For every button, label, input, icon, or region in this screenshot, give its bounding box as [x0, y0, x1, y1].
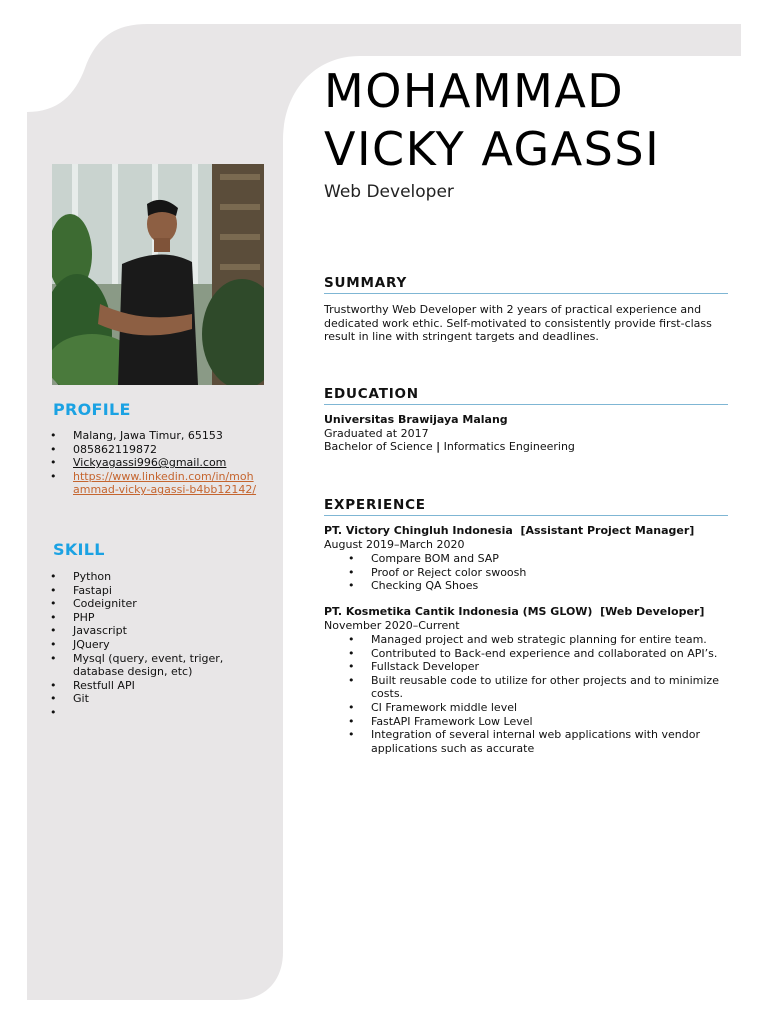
profile-address: • Malang, Jawa Timur, 65153: [50, 429, 265, 443]
duty-item: • Contributed to Back-end experience and collaborated on API’s.: [348, 647, 720, 661]
skill-item: • Restfull API: [50, 679, 245, 693]
duty-item: • Proof or Reject color swoosh: [348, 566, 720, 580]
job-1-duties: [348, 552, 720, 593]
skill-item: • JQuery: [50, 638, 245, 652]
skill-item: • PHP: [50, 611, 245, 625]
summary-heading: SUMMARY: [324, 275, 408, 291]
duty-item: • CI Framework middle level: [348, 701, 720, 715]
education-block: [324, 413, 575, 454]
education-school: Universitas Brawijaya Malang: [324, 413, 508, 426]
skill-item: • Git: [50, 692, 245, 706]
profile-heading: PROFILE: [53, 400, 131, 419]
education-degree: Bachelor of Science: [324, 440, 433, 454]
job-1-header: [324, 524, 694, 551]
summary-text: Trustworthy Web Developer with 2 years of practical experience and dedicated work ethic. Self-motivated to consistently provide first-class result in line with stringent targets and deadlines.: [324, 303, 712, 344]
skill-item: • Python: [50, 570, 245, 584]
education-graduated: Graduated at 2017: [324, 426, 429, 440]
skill-list: [50, 570, 245, 720]
profile-list: [50, 429, 265, 497]
skill-item: • Mysql (query, event, triger, database design, etc): [50, 652, 245, 679]
duty-item: • Compare BOM and SAP: [348, 552, 720, 566]
job-2-title: PT. Kosmetika Cantik Indonesia (MS GLOW) [Web Developer]: [324, 605, 705, 618]
duty-item: • Built reusable code to utilize for other projects and to minimize costs.: [348, 674, 720, 701]
linkedin-line1[interactable]: https://www.linkedin.com/in/moh: [73, 469, 254, 483]
job-2-header: [324, 605, 704, 632]
skill-item: • Fastapi: [50, 584, 245, 598]
job-2-duties: [348, 633, 720, 755]
education-major: Informatics Engineering: [443, 440, 575, 454]
education-divider: [324, 404, 728, 405]
skill-item: • Javascript: [50, 624, 245, 638]
skill-item: • Codeigniter: [50, 597, 245, 611]
profile-photo: [52, 164, 264, 385]
profile-email[interactable]: [50, 456, 265, 470]
full-name: [324, 62, 660, 178]
experience-divider: [324, 515, 728, 516]
summary-divider: [324, 293, 728, 294]
job-1-period: August 2019–March 2020: [324, 537, 465, 551]
education-degree-line: [324, 440, 575, 454]
name-line-2: VICKY AGASSI: [324, 122, 661, 176]
education-separator: |: [436, 440, 441, 454]
job-2-period: November 2020–Current: [324, 618, 460, 632]
experience-heading: EXPERIENCE: [324, 497, 426, 513]
linkedin-link[interactable]: [73, 470, 256, 497]
job-role: Web Developer: [324, 182, 454, 202]
name-line-1: MOHAMMAD: [324, 64, 625, 118]
education-heading: EDUCATION: [324, 386, 419, 402]
email-link[interactable]: Vickyagassi996@gmail.com: [73, 456, 227, 470]
duty-item: • Checking QA Shoes: [348, 579, 720, 593]
profile-phone: • 085862119872: [50, 443, 265, 457]
duty-item: • FastAPI Framework Low Level: [348, 715, 720, 729]
profile-linkedin[interactable]: [50, 470, 265, 497]
duty-item: • Integration of several internal web applications with vendor applications such as accurate: [348, 728, 720, 755]
duty-item: • Managed project and web strategic planning for entire team.: [348, 633, 720, 647]
skill-item: [50, 706, 245, 720]
duty-item: • Fullstack Developer: [348, 660, 720, 674]
skill-heading: SKILL: [53, 540, 105, 559]
linkedin-line2[interactable]: ammad-vicky-agassi-b4bb12142/: [73, 483, 257, 497]
job-1-title: PT. Victory Chingluh Indonesia [Assistant Project Manager]: [324, 524, 695, 537]
